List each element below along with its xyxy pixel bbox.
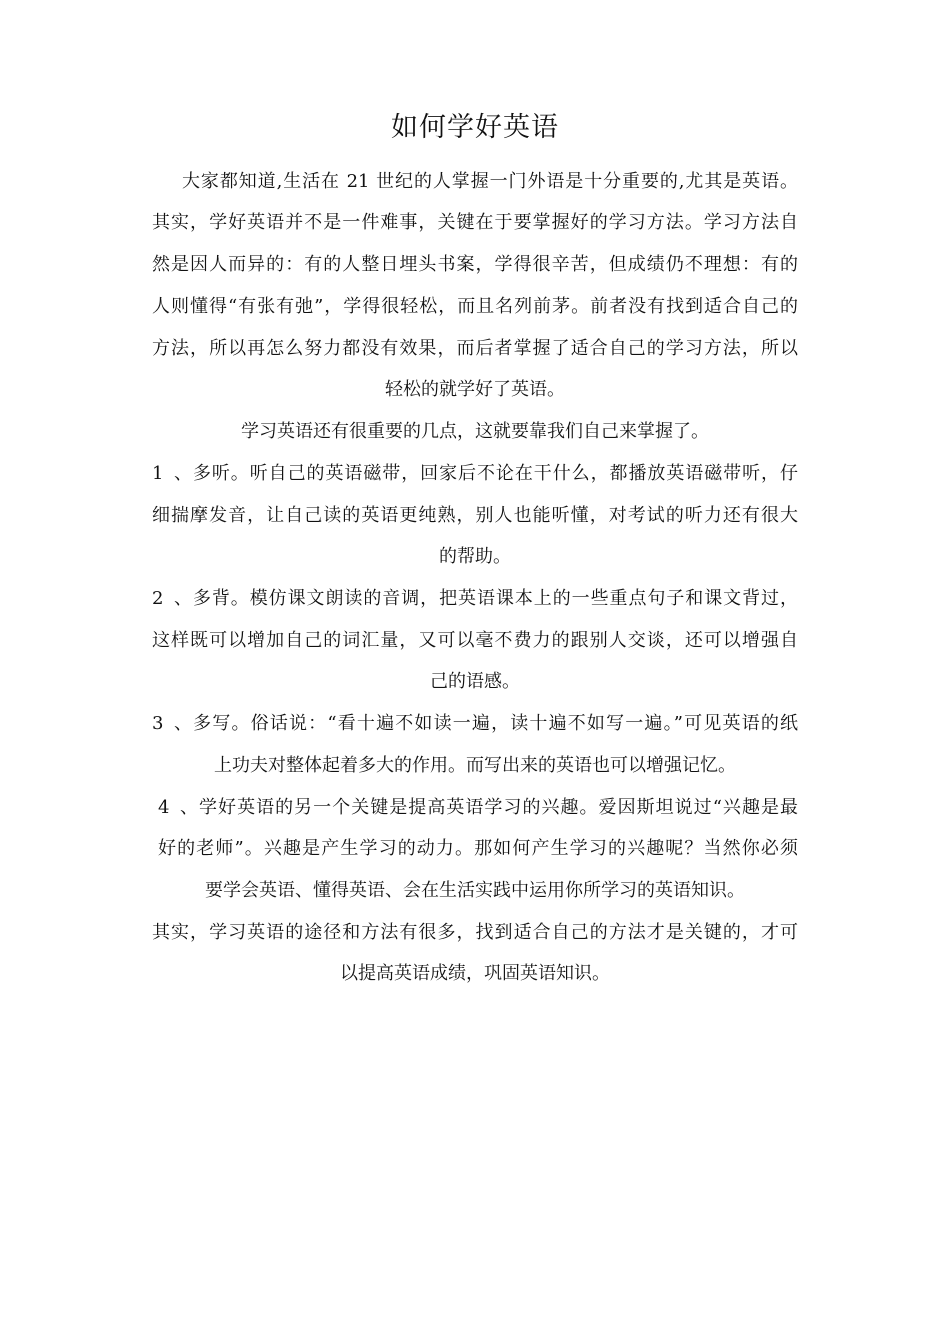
list-item-text: 多听。听自己的英语磁带，回家后不论在干什么，都播放英语磁带听，仔 [192,463,798,484]
conclusion-line: 以提高英语成绩，巩固英语知识。 [340,963,610,984]
list-item-line: 细揣摩发音，让自己读的英语更纯熟，别人也能听懂，对考试的听力还有很大 [152,505,798,526]
conclusion-line: 其实，学习英语的途径和方法有很多，找到适合自己的方法才是关键的，才可 [152,922,798,943]
list-number: 3、 [152,713,192,734]
list-item-text: 学好英语的另一个关键是提高英语学习的兴趣。爱因斯坦说过“兴趣是最 [198,797,798,818]
paragraph-line: 大家都知道,生活在 21 世纪的人掌握一门外语是十分重要的,尤其是英语。 [182,171,798,192]
list-item-line: 这样既可以增加自己的词汇量，又可以毫不费力的跟别人交谈，还可以增强自 [152,630,798,651]
list-number: 1、 [152,463,192,484]
paragraph-line: 其实，学好英语并不是一件难事，关键在于要掌握好的学习方法。学习方法自 [152,212,798,233]
list-item-4-line [158,795,798,821]
paragraph-line: 然是因人而异的：有的人整日埋头书案，学得很辛苦，但成绩仍不理想：有的 [152,254,798,275]
list-item-3-line [152,711,798,737]
list-number: 4、 [158,797,198,818]
list-item-line: 好的老师”。兴趣是产生学习的动力。那如何产生学习的兴趣呢？当然你必须 [158,838,798,859]
paragraph-line: 方法，所以再怎么努力都没有效果，而后者掌握了适合自己的学习方法，所以 [152,338,798,359]
list-item-2-line [152,586,798,612]
paragraph-line: 人则懂得“有张有弛”，学得很轻松，而且名列前茅。前者没有找到适合自己的 [152,296,798,317]
list-item-line: 己的语感。 [430,671,520,692]
paragraph-line: 学习英语还有很重要的几点，这就要靠我们自己来掌握了。 [241,421,709,442]
list-item-line: 要学会英语、懂得英语、会在生活实践中运用你所学习的英语知识。 [205,880,745,901]
document-title: 如何学好英语 [391,112,559,143]
list-item-text: 多写。俗话说：“看十遍不如读一遍，读十遍不如写一遍。”可见英语的纸 [192,713,798,734]
paragraph-line: 轻松的就学好了英语。 [385,379,565,400]
list-item-text: 多背。模仿课文朗读的音调，把英语课本上的一些重点句子和课文背过， [192,588,798,609]
list-item-line: 的帮助。 [439,546,511,567]
list-number: 2、 [152,588,192,609]
list-item-line: 上功夫对整体起着多大的作用。而写出来的英语也可以增强记忆。 [214,755,736,776]
list-item-1-line [152,461,798,487]
